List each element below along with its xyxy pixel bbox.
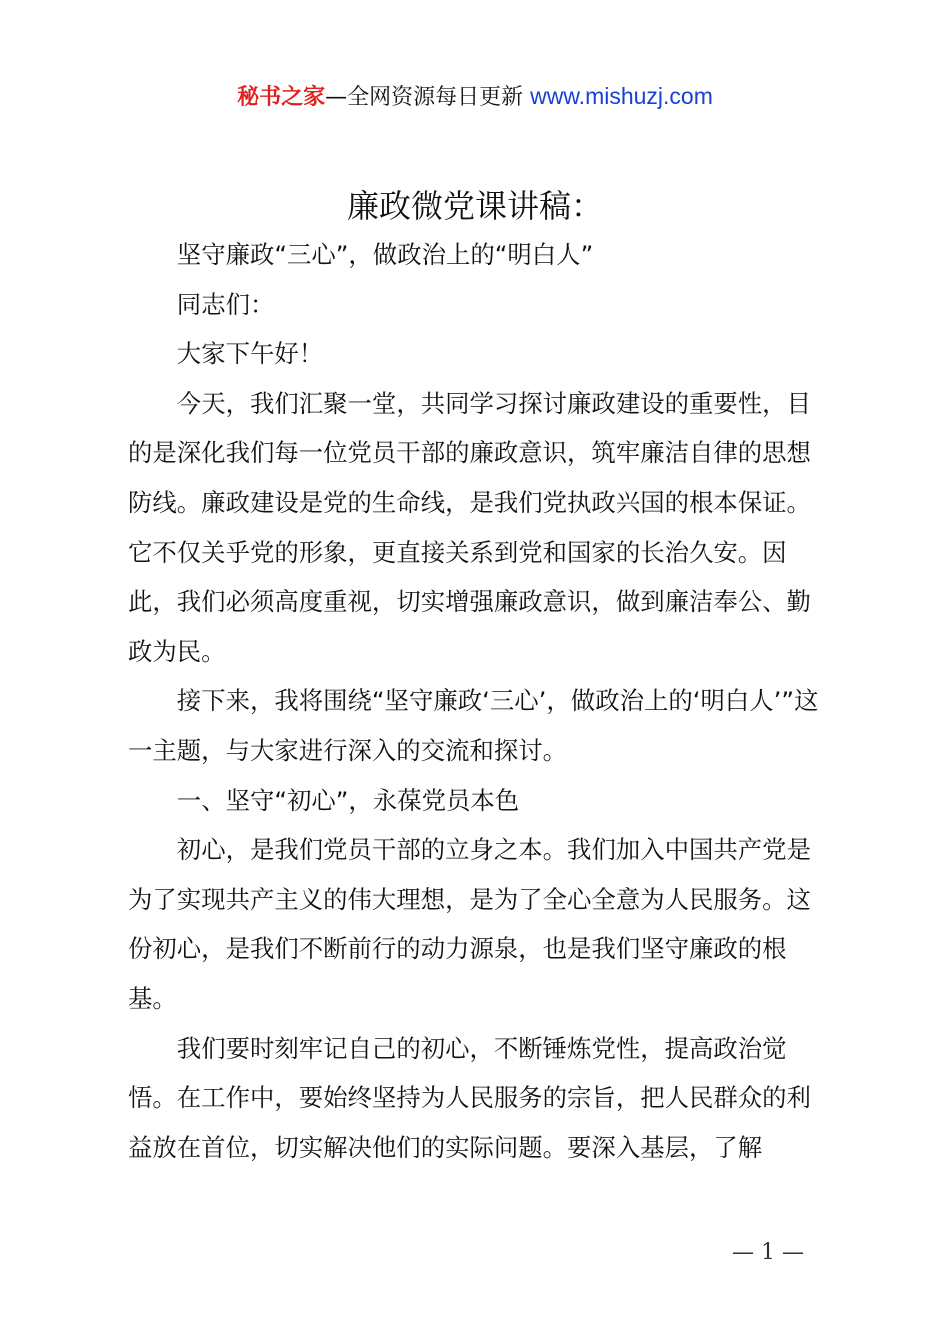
- salutation-paragraph: 同志们：: [176, 289, 275, 319]
- site-banner: [0, 78, 950, 116]
- body-paragraph: 今天，我们汇聚一堂，共同学习探讨廉政建设的重要性，目的是深化我们每一位党员干部的廉政意识，筑牢廉洁自律的思想防线。廉政建设是党的生命线，是我们党执政兴国的根本保证。它不仅关乎党的形象，更直接关系到党和国家的长治久安。因此，我们必须高度重视，切实增强廉政意识，做到廉洁奉公、勤政为民。: [128, 388, 811, 666]
- body-paragraph: 接下来，我将围绕“坚守廉政‘三心’，做政治上的‘明白人’”这一主题，与大家进行深入的交流和探讨。: [128, 686, 819, 765]
- document-body: [128, 230, 834, 1172]
- greeting-paragraph: 大家下午好！: [176, 339, 324, 369]
- section-heading: 一、坚守“初心”，永葆党员本色: [176, 785, 520, 815]
- document-title: 廉政微党课讲稿：: [346, 187, 603, 225]
- body-paragraph: 初心，是我们党员干部的立身之本。我们加入中国共产党是为了实现共产主义的伟大理想，是为了全心全意为人民服务。这份初心，是我们不断前行的动力源泉，也是我们坚守廉政的根基。: [128, 835, 811, 1013]
- body-paragraph: 我们要时刻牢记自己的初心，不断锤炼党性，提高政治觉悟。在工作中，要始终坚持为人民服务的宗旨，把人民群众的利益放在首位，切实解决他们的实际问题。要深入基层，了解: [128, 1033, 811, 1162]
- site-url-link[interactable]: www.mishuzj.com: [530, 83, 713, 109]
- brand-name: 秘书之家: [237, 85, 326, 110]
- subtitle-paragraph: 坚守廉政“三心”，做政治上的“明白人”: [176, 240, 594, 269]
- page-number: — 1 —: [732, 1240, 804, 1265]
- banner-tagline: —全网资源每日更新: [325, 85, 531, 110]
